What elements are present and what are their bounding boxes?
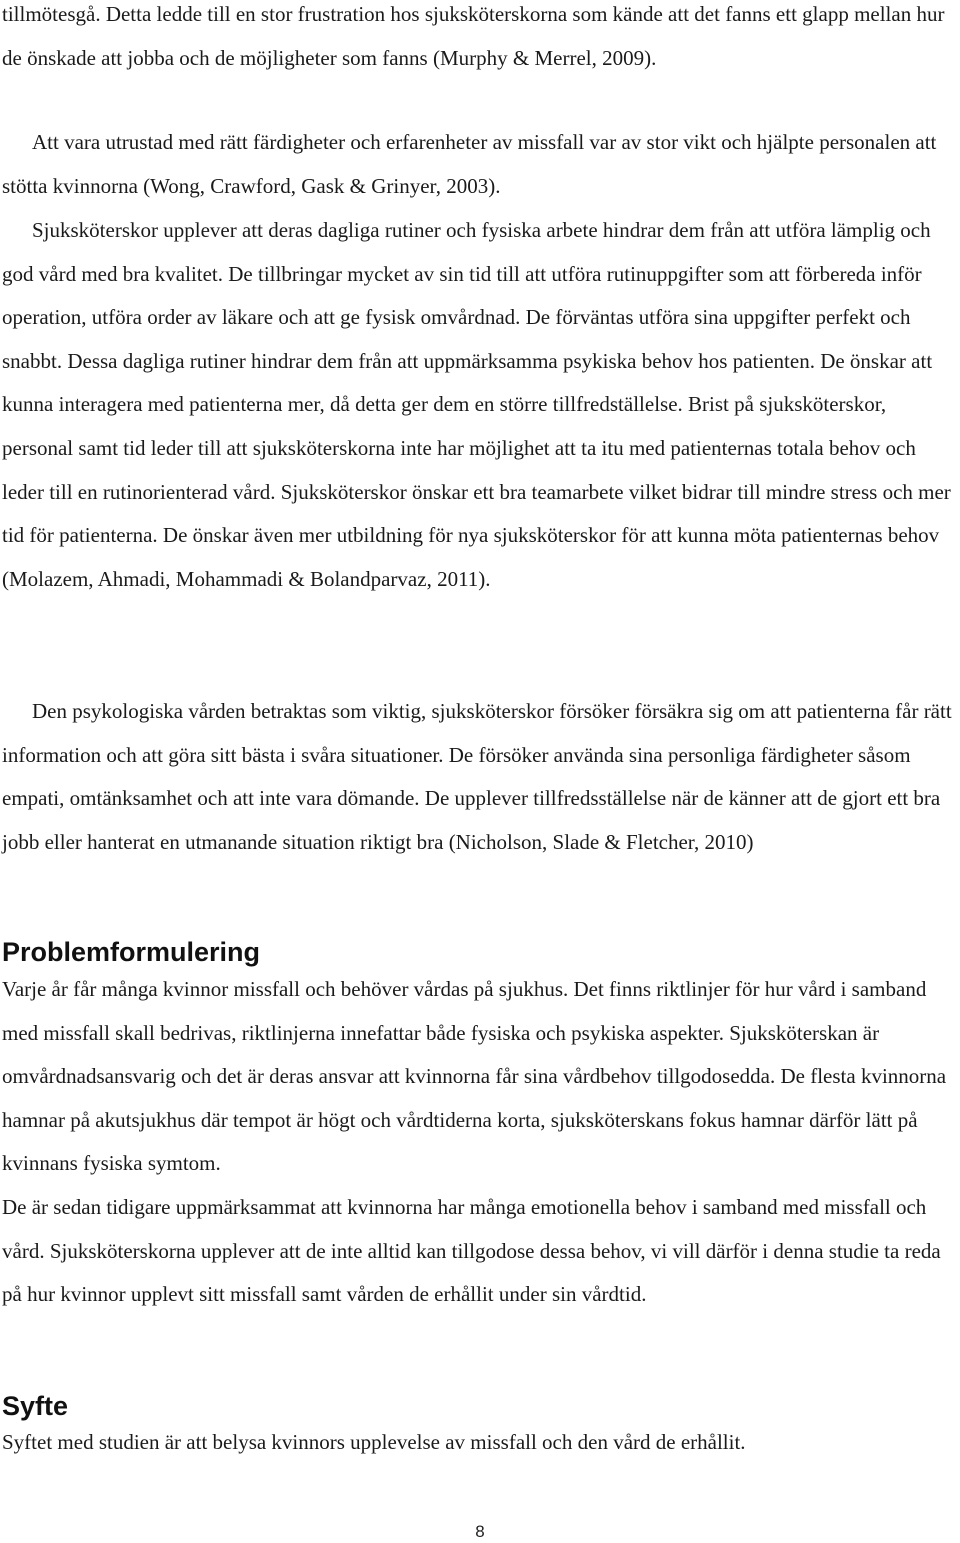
paragraph-text: Sjuksköterskor upplever att deras dagliga rutiner och fysiska arbete hindrar dem från att utföra lämplig och god vård med bra kvalitet. De tillbringar mycket av sin tid till att utföra rutinuppgifter som att förbereda inför operation, utföra order av läkare och att ge fysisk omvårdnad. De förväntas utföra sina uppgifter perfekt och snabbt. Dessa dagliga rutiner hindrar dem från att uppmärksamma psykiska behov hos patienten. De önskar att kunna interagera med patienterna mer, då detta ger dem en större tillfredställelse. Brist på sjuksköterskor, personal samt tid leder till att sjuksköterskorna inte har möjlighet att ta itu med patienternas totala behov och leder till en rutinorienterad vård. Sjuksköterskor önskar ett bra teamarbete vilket bidrar till mindre stress och mer tid för patienterna. De önskar även mer utbildning för nya sjuksköterskor för att kunna möta patienternas behov (Molazem, Ahmadi, Mohammadi & Bolandparvaz, 2011). xyxy=(2,218,951,591)
paragraph-text: Syftet med studien är att belysa kvinnors upplevelse av missfall och den vård de erhållit. xyxy=(2,1430,746,1454)
paragraph-text: Varje år får många kvinnor missfall och behöver vårdas på sjukhus. Det finns riktlinjer för hur vård i samband med missfall skall bedrivas, riktlinjerna innefattar både fysiska och psykiska aspekter. Sjuksköterskan är omvårdnadsansvarig och det är deras ansvar att kvinnorna får sina vårdbehov tillgodosedda. De flesta kvinnorna hamnar på akutsjukhus där tempot är högt och vårdtiderna korta, sjuksköterskans fokus hamnar därför lätt på kvinnans fysiska symtom. xyxy=(2,977,947,1176)
paragraph-text: Den psykologiska vården betraktas som viktig, sjuksköterskor försöker försäkra sig om att patienterna får rätt information och att göra sitt bästa i svåra situationer. De försöker använda sina personliga färdigheter såsom empati, omtänksamhet och att inte vara dömande. De upplever tillfredsställelse när de känner att de gjort ett bra jobb eller hanterat en utmanande situation riktigt bra (Nicholson, Slade & Fletcher, 2010) xyxy=(2,699,952,854)
paragraph-continuation xyxy=(2,0,956,80)
paragraph-psychological-care xyxy=(2,690,956,864)
paragraph-problem-1 xyxy=(2,968,956,1186)
page-number: 8 xyxy=(475,1522,485,1541)
paragraph-text: tillmötesgå. Detta ledde till en stor frustration hos sjuksköterskorna som kände att det fanns ett glapp mellan hur de önskade att jobba och de möjligheter som fanns (Murphy & Merrel, 2009). xyxy=(2,2,945,70)
heading-problemformulering: Problemformulering xyxy=(2,937,261,967)
paragraph-routines xyxy=(2,209,956,601)
paragraph-problem-2 xyxy=(2,1186,956,1317)
paragraph-text: Att vara utrustad med rätt färdigheter och erfarenheter av missfall var av stor vikt och hjälpte personalen att stötta kvinnorna (Wong, Crawford, Gask & Grinyer, 2003). xyxy=(2,130,937,198)
paragraph-text: De är sedan tidigare uppmärksammat att kvinnorna har många emotionella behov i samband med missfall och vård. Sjuksköterskorna upplever att de inte alltid kan tillgodose dessa behov, vi vill därför i denna studie ta reda på hur kvinnor upplevt sitt missfall samt vården de erhållit under sin vårdtid. xyxy=(2,1195,941,1307)
heading-syfte: Syfte xyxy=(2,1391,69,1421)
paragraph-syfte xyxy=(2,1421,956,1465)
paragraph-skills xyxy=(2,121,956,208)
